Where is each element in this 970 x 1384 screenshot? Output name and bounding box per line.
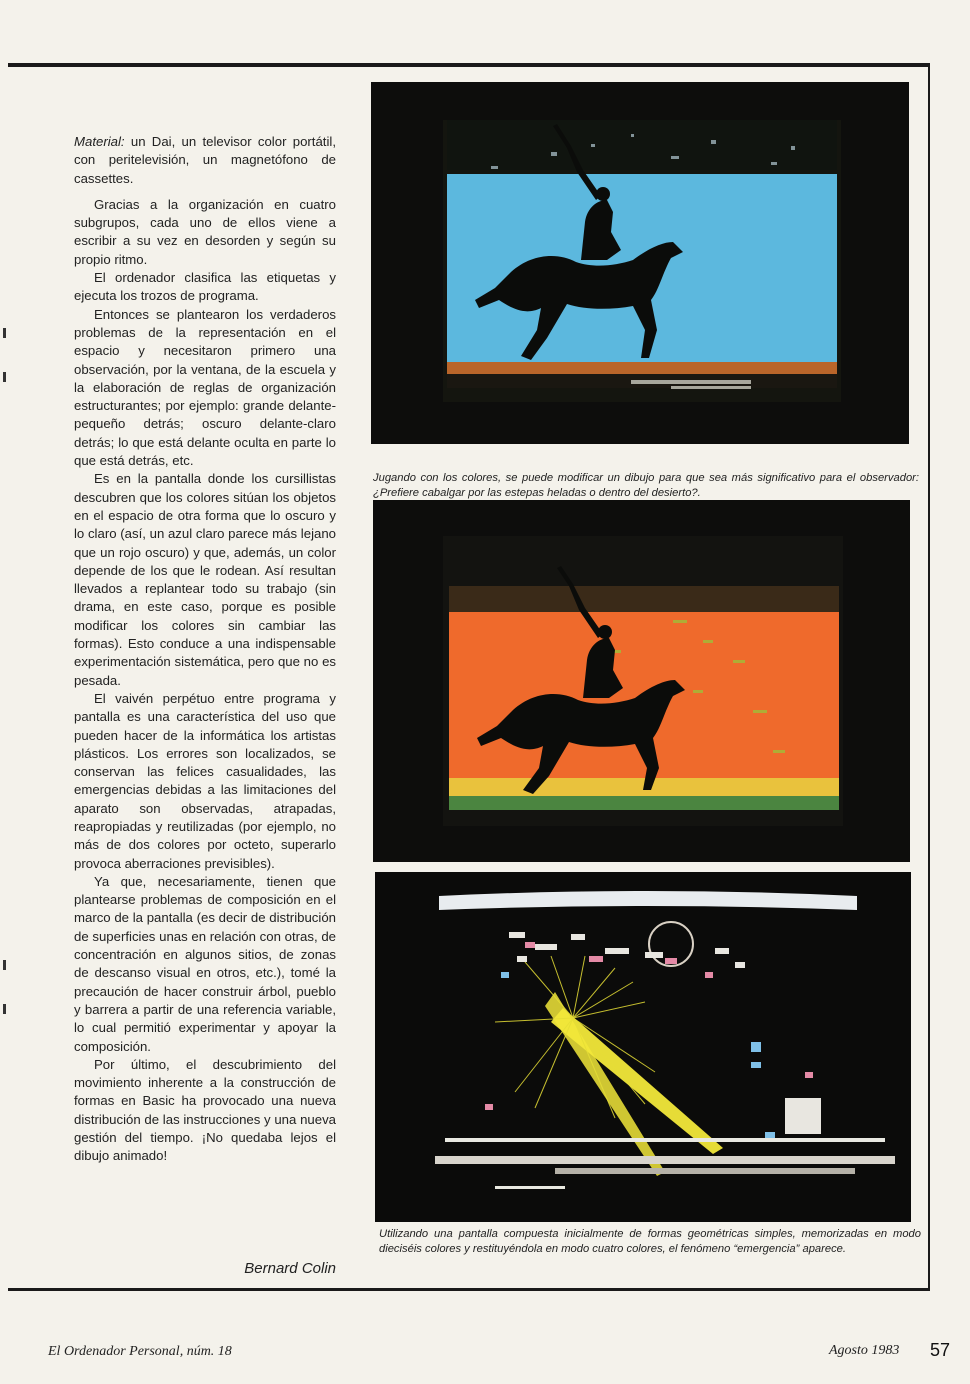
photo-rider-orange-screen [373, 500, 910, 862]
caption-rider-photos: Jugando con los colores, se puede modificar un dibujo para que sea más significativo para el observador: ¿Prefiere cabalgar por las estepas heladas o dentro del desierto?. [373, 472, 919, 499]
author-signature: Bernard Colin [244, 1260, 336, 1277]
rider-blue-illustration [371, 82, 909, 444]
article-paragraph: El vaivén perpétuo entre programa y pantalla es una característica del uso que pueden hacer de la informática los artistas plásticos. Los errores son localizados, se conservan las felices casualidades, las emergencias debidas a las limitaciones del aparato son observadas, atrapadas, reapropiadas y reutilizadas (por ejemplo, no más de dos colores por octeto, superarlo provoca aberraciones previsibles). [74, 690, 336, 871]
right-rule [928, 63, 930, 1291]
footer-publication: El Ordenador Personal, núm. 18 [48, 1344, 232, 1359]
article-paragraph: Es en la pantalla donde los cursillistas descubren que los colores sitúan los objetos en el espacio de otra forma que lo oscuro y lo claro (así, un azul claro parece más lejano que un rojo oscuro) y que, además, un color depende de los que le rodean. Así resultan llevados a replantear todo su trabajo (sin drama, en este caso, porque es posible modificar los colores sin cambiar las formas). Esto conduce a una indispensable experimentación sistemática, pero que no es pesada. [74, 471, 336, 688]
material-label: Material: [74, 134, 125, 149]
geometric-emergence-illustration [375, 872, 911, 1222]
article-paragraph: Gracias a la organización en cuatro subgrupos, cada uno de ellos viene a escribir a su vez en desorden y según su propio ritmo. [74, 196, 336, 267]
photo-rider-blue-screen [371, 82, 909, 444]
article-paragraph: El ordenador clasifica las etiquetas y ejecuta los trozos de programa. [74, 270, 336, 304]
rider-orange-illustration [373, 500, 910, 862]
footer-date: Agosto 1983 [829, 1343, 900, 1358]
article-paragraph: Material: un Dai, un televisor color portátil, con peritelevisión, un magnetófono de cassettes. [74, 134, 336, 186]
article-text-column [74, 133, 336, 1166]
bottom-rule [8, 1288, 930, 1291]
photo-geometric-emergence-screen [375, 872, 911, 1222]
article-paragraph: Por último, el descubrimiento del movimiento inherente a la construcción de formas en Basic ha provocado una nueva distribución de las instrucciones y una nueva gestión del tiempo. ¡No quedaba lejos el dibujo animado! [74, 1056, 336, 1164]
article-paragraph: Entonces se plantearon los verdaderos problemas de la representación en el espacio y necesitaron primero una observación, por la ventana, de la escuela y la elaboración de reglas de organización estructurantes; por ejemplo: grande delante-pequeño detrás; oscuro delante-claro detrás; lo que está delante oculta en parte lo que está detrás, etc. [74, 306, 336, 469]
top-rule [8, 63, 930, 67]
caption-geometric-photo: Utilizando una pantalla compuesta inicialmente de formas geométricas simples, memorizadas en modo dieciséis colores y restituyéndola en modo cuatro colores, el fenómeno “emergencia” aparece. [379, 1228, 921, 1255]
page-number: 57 [930, 1340, 951, 1360]
article-paragraph: Ya que, necesariamente, tienen que plantearse problemas de composición en el marco de la pantalla (es decir de distribución de superficies unas en relación con otras, de concentración en algunos sitios, de zonas de descanso visual en otros, etc.), tomé la precaución de hacer construir árbol, pueblo y barrera a partir de una referencia variable, lo cual permitió experimentar y apoyar la composición. [74, 873, 336, 1054]
